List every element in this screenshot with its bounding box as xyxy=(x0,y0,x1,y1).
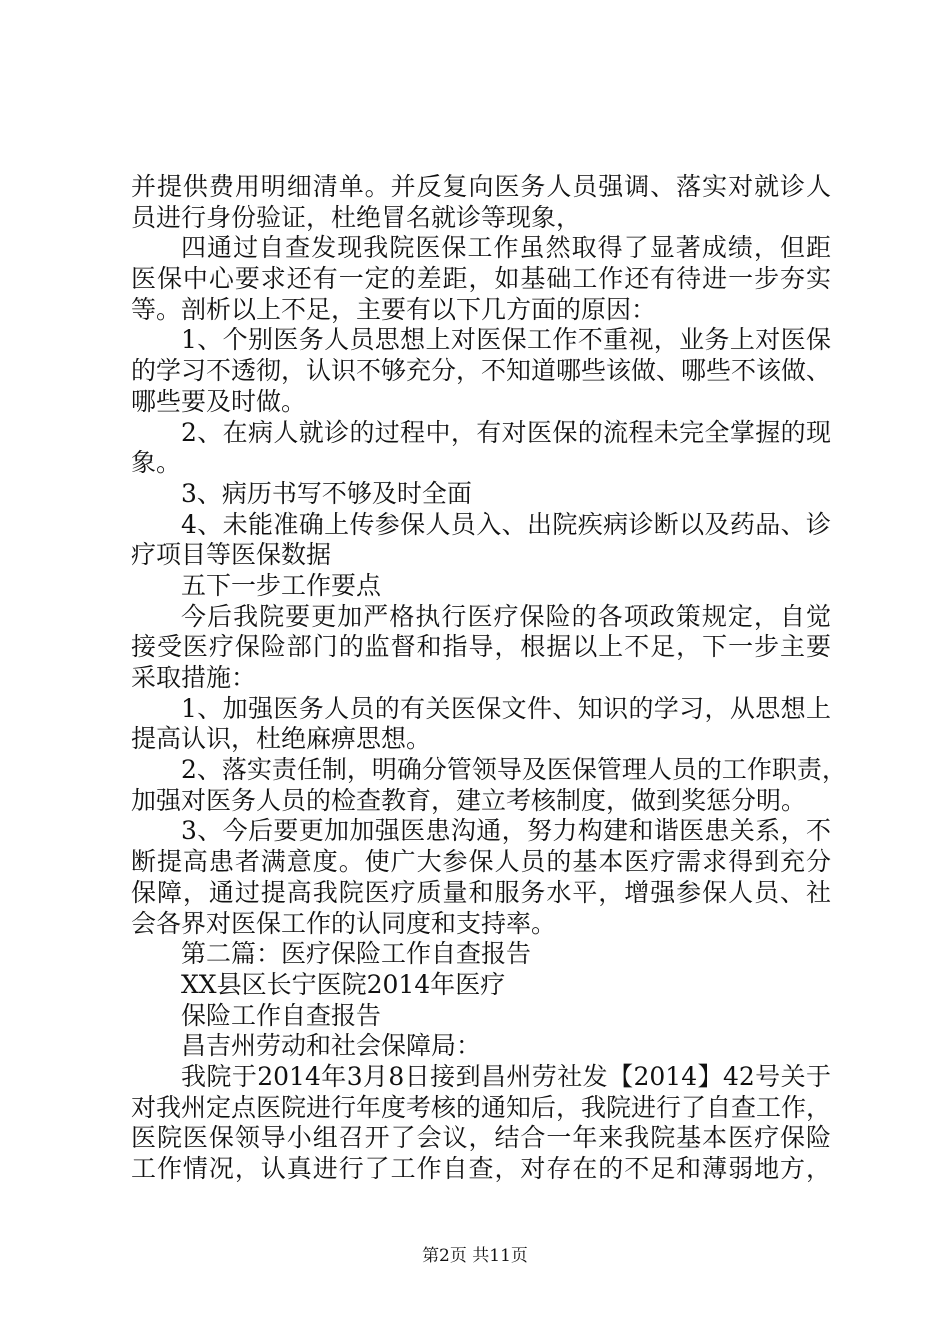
text-line: 员进行身份验证，杜绝冒名就诊等现象， xyxy=(131,202,582,232)
text-line: 保障，通过提高我院医疗质量和服务水平，增强参保人员、社 xyxy=(131,877,831,907)
text-line: 2、落实责任制，明确分管领导及医保管理人员的工作职责， xyxy=(181,755,847,785)
text-line: 3、病历书写不够及时全面 xyxy=(181,478,472,508)
text-line: 4、未能准确上传参保人员入、出院疾病诊断以及药品、诊 xyxy=(181,509,831,539)
text-line: 工作情况，认真进行了工作自查，对存在的不足和薄弱地方， xyxy=(131,1154,831,1183)
text-line: 医保中心要求还有一定的差距，如基础工作还有待进一步夯实 xyxy=(131,264,831,294)
text-line: 加强对医务人员的检查教育，建立考核制度，做到奖惩分明。 xyxy=(131,785,807,815)
page-footer: 第2页 共11页 xyxy=(422,1246,528,1266)
text-line: 3、今后要更加加强医患沟通，努力构建和谐医患关系，不 xyxy=(181,816,831,846)
text-line: XX县区长宁医院2014年医疗 xyxy=(181,969,506,999)
text-line: 1、个别医务人员思想上对医保工作不重视，业务上对医保 xyxy=(181,325,831,355)
text-line: 四通过自查发现我院医保工作虽然取得了显著成绩，但距 xyxy=(181,233,831,263)
text-line: 哪些要及时做。 xyxy=(131,386,307,416)
text-line: 采取措施： xyxy=(131,663,257,692)
text-line: 断提高患者满意度。使广大参保人员的基本医疗需求得到充分 xyxy=(131,847,831,877)
text-line: 我院于2014年3月8日接到昌州劳社发【2014】42号关于 xyxy=(181,1061,831,1091)
text-line: 象。 xyxy=(131,448,182,478)
text-line: 1、加强医务人员的有关医保文件、知识的学习，从思想上 xyxy=(181,693,831,723)
text-line: 提高认识，杜绝麻痹思想。 xyxy=(131,724,432,754)
text-line: 等。剖析以上不足，主要有以下几方面的原因： xyxy=(131,294,657,324)
text-line: 保险工作自查报告 xyxy=(181,1000,382,1030)
text-line: 接受医疗保险部门的监督和指导，根据以上不足，下一步主要 xyxy=(131,632,831,662)
text-line: 会各界对医保工作的认同度和支持率。 xyxy=(131,908,557,938)
text-line: 昌吉州劳动和社会保障局： xyxy=(181,1031,482,1061)
text-line: 今后我院要更加严格执行医疗保险的各项政策规定，自觉 xyxy=(181,601,831,631)
text-line: 疗项目等医保数据 xyxy=(131,540,332,570)
text-line: 五下一步工作要点 xyxy=(181,570,382,600)
text-line: 对我州定点医院进行年度考核的通知后，我院进行了自查工作， xyxy=(131,1092,832,1122)
text-line: 并提供费用明细清单。并反复向医务人员强调、落实对就诊人 xyxy=(131,172,831,201)
text-line: 医院医保领导小组召开了会议，结合一年来我院基本医疗保险 xyxy=(131,1123,831,1153)
text-line: 2、在病人就诊的过程中，有对医保的流程未完全掌握的现 xyxy=(181,417,831,447)
text-line: 第二篇：医疗保险工作自查报告 xyxy=(181,939,532,969)
document-body xyxy=(131,172,847,1185)
text-line: 的学习不透彻，认识不够充分，不知道哪些该做、哪些不该做、 xyxy=(131,356,832,386)
